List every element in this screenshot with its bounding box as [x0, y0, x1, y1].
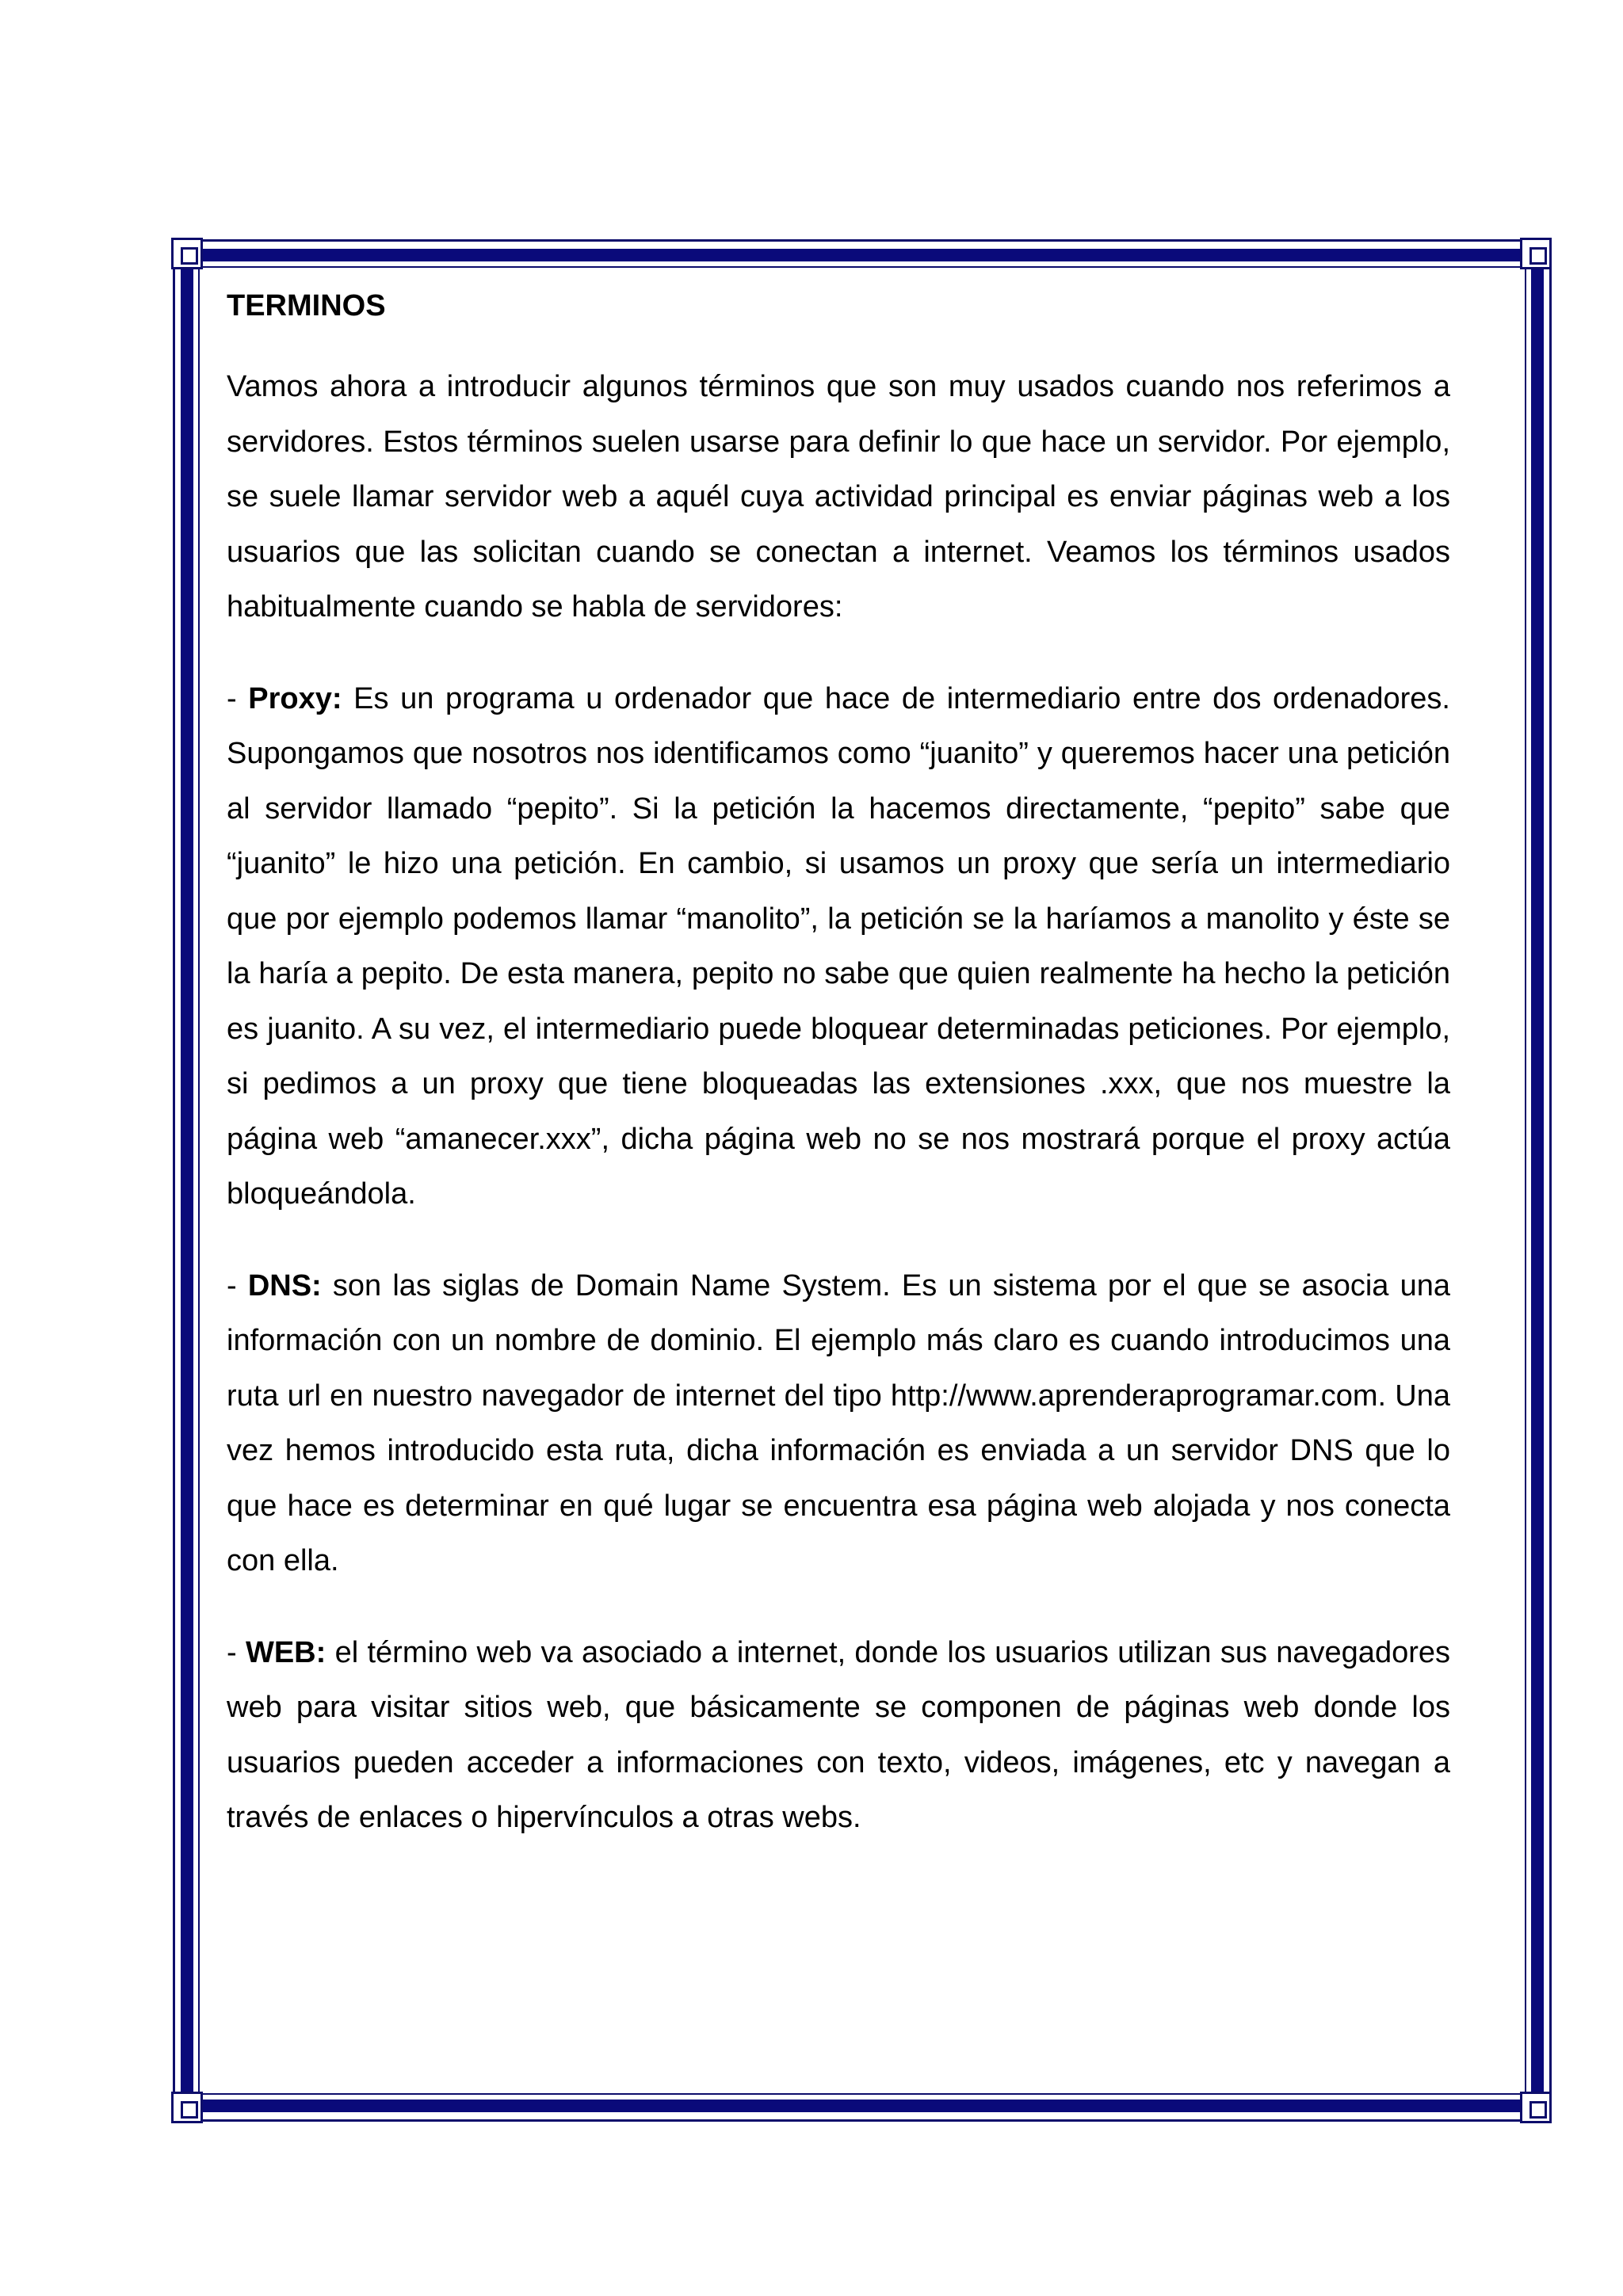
term-paragraph-web [227, 1626, 1450, 1846]
border-corner-ornament [1520, 2092, 1552, 2123]
border-corner-ornament [171, 238, 203, 269]
term-definition: Es un programa u ordenador que hace de intermediario entre dos ordenadores. Supongamos que nosotros nos identificamos como “juanito” y queremos hacer una petición al servidor llamado “pepito”. Si la petición la hacemos directamente, “pepito” sabe que “juanito” le hizo una petición. En cambio, si usamos un proxy que sería un intermediario que por ejemplo podemos llamar “manolito”, la petición se la haríamos a manolito y éste se la haría a pepito. De esta manera, pepito no sabe que quien realmente ha hecho la petición es juanito. A su vez, el intermediario puede bloquear determinadas peticiones. Por ejemplo, si pedimos a un proxy que tiene bloqueadas las extensiones .xxx, que nos muestre la página web “amanecer.xxx”, dicha página web no se nos mostrará porque el proxy actúa bloqueándola. [227, 681, 1450, 1211]
document-body [227, 287, 1450, 1882]
term-label: WEB: [245, 1635, 327, 1669]
list-dash: - [227, 681, 249, 715]
border-corner-ornament [171, 2092, 203, 2123]
term-label: DNS: [247, 1268, 322, 1302]
term-label: Proxy: [248, 681, 342, 715]
border-corner-ornament [1520, 238, 1552, 269]
term-paragraph-dns [227, 1259, 1450, 1589]
list-dash: - [227, 1268, 248, 1302]
term-paragraph-proxy [227, 672, 1450, 1222]
term-definition: el término web va asociado a internet, donde los usuarios utilizan sus navegadores web para visitar sitios web, que básicamente se componen de páginas web donde los usuarios pueden acceder a informaciones con texto, videos, imágenes, etc y navegan a través de enlaces o hipervínculos a otras webs. [227, 1635, 1450, 1834]
list-dash: - [227, 1635, 246, 1669]
intro-paragraph: Vamos ahora a introducir algunos términos que son muy usados cuando nos referimos a servidores. Estos términos suelen usarse para definir lo que hace un servidor. Por ejemplo, se suele llamar servidor web a aquél cuya actividad principal es enviar páginas web a los usuarios que las solicitan cuando se conectan a internet. Veamos los términos usados habitualmente cuando se habla de servidores: [227, 370, 1450, 624]
document-title: TERMINOS [227, 289, 386, 322]
term-definition: son las siglas de Domain Name System. Es un sistema por el que se asocia una información con un nombre de dominio. El ejemplo más claro es cuando introducimos una ruta url en nuestro navegador de internet del tipo http://www.aprenderaprogramar.com. Una vez hemos introducido esta ruta, dicha información es enviada a un servidor DNS que lo que hace es determinar en qué lugar se encuentra esa página web alojada y nos conecta con ella. [227, 1268, 1450, 1577]
